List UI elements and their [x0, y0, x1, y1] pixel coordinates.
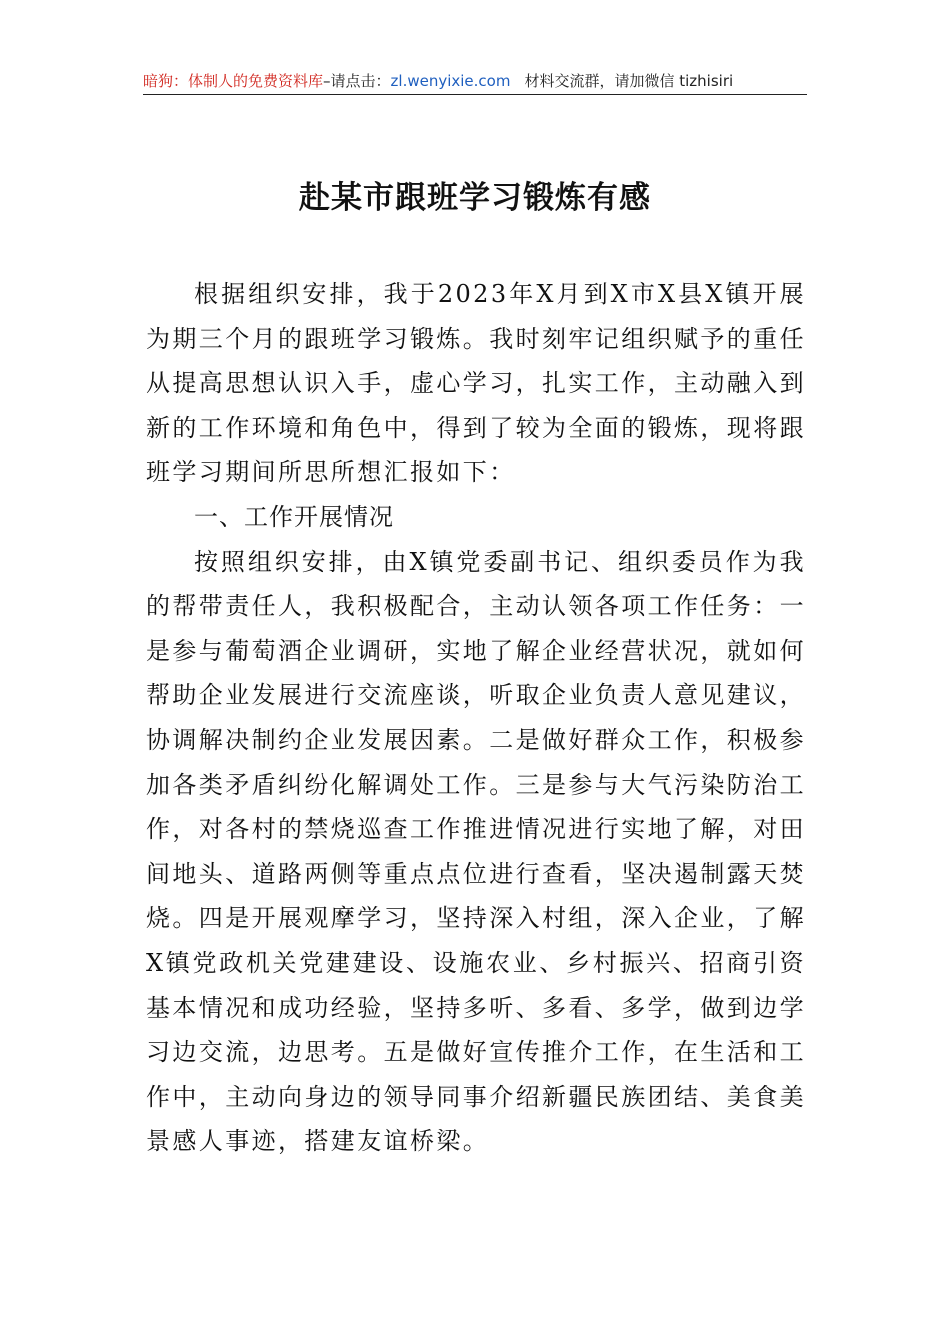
page-header-banner [143, 70, 807, 95]
intro-paragraph: 根据组织安排，我于2023年X月到X市X县X镇开展为期三个月的跟班学习锻炼。我时刻牢记组织赋予的重任从提高思想认识入手，虚心学习，扎实工作，主动融入到新的工作环境和角色中，得到了较为全面的锻炼，现将跟班学习期间所思所想汇报如下： [146, 280, 806, 487]
document-title: 赴某市跟班学习锻炼有感 [299, 180, 651, 216]
header-wechat-text: 材料交流群，请加微信 tizhisiri [524, 72, 734, 90]
section-1-paragraph: 按照组织安排，由X镇党委副书记、组织委员作为我的帮带责任人，我积极配合，主动认领各项工作任务：一是参与葡萄酒企业调研，实地了解企业经营状况，就如何帮助企业发展进行交流座谈，听取企业负责人意见建议，协调解决制约企业发展因素。二是做好群众工作，积极参加各类矛盾纠纷化解调处工作。三是参与大气污染防治工作，对各村的禁烧巡查工作推进情况进行实地了解，对田间地头、道路两侧等重点点位进行查看，坚决遏制露天焚烧。四是开展观摩学习，坚持深入村组，深入企业，了解X镇党政机关党建建设、设施农业、乡村振兴、招商引资基本情况和成功经验，坚持多听、多看、多学，做到边学习边交流，边思考。五是做好宣传推介工作，在生活和工作中，主动向身边的领导同事介绍新疆民族团结、美食美景感人事迹，搭建友谊桥梁。 [146, 547, 806, 1156]
section-1-heading: 一、工作开展情况 [194, 502, 394, 531]
header-brand-text: 暗狗：体制人的免费资料库 [143, 72, 324, 90]
document-body [146, 272, 806, 1164]
header-website-link[interactable]: zl.wenyixie.com [390, 72, 511, 90]
header-link-prompt: –请点击： [323, 72, 391, 90]
